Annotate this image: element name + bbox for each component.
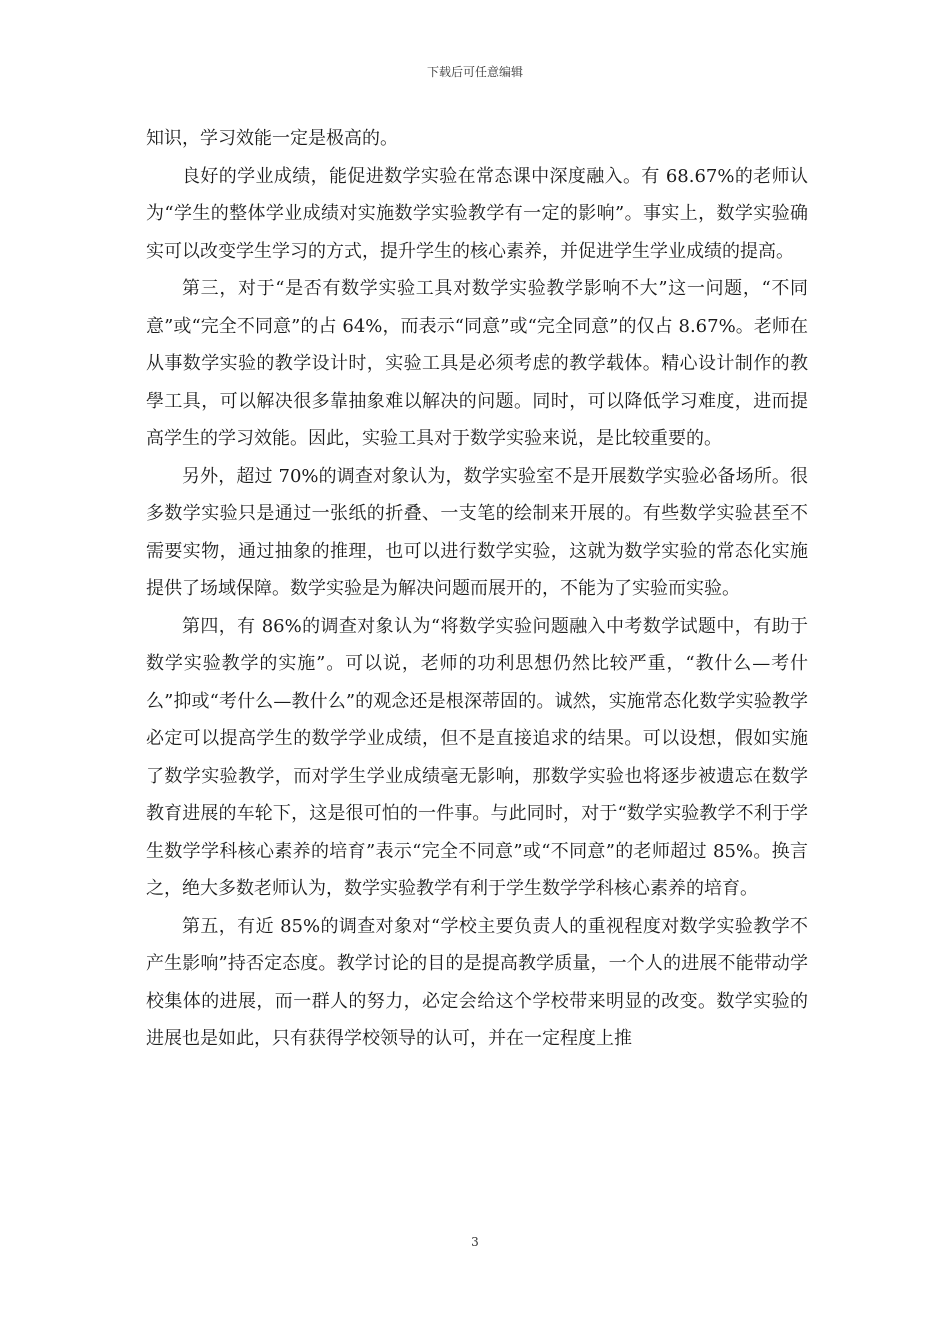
paragraph-continuation: 知识，学习效能一定是极高的。 xyxy=(146,128,398,149)
paragraph-fourth-point: 第四，有 86%的调查对象认为“将数学实验问题融入中考数学试题中，有助于数学实验教学的实施”。可以说，老师的功利思想仍然比较严重，“教什么—考什么”抑或“考什么—教什么”的观念还是根深蒂固的。诚然，实施常态化数学实验教学必定可以提高学生的数学学业成绩，但不是直接追求的结果。可以设想，假如实施了数学实验教学，而对学生学业成绩毫无影响，那数学实验也将逐步被遗忘在数学教育进展的车轮下，这是很可怕的一件事。与此同时，对于“数学实验教学不利于学生数学学科核心素养的培育”表示“完全不同意”或“不同意”的老师超过 85%。换言之，绝大多数老师认为，数学实验教学有利于学生数学学科核心素养的培育。 xyxy=(146,615,808,899)
page-number: 3 xyxy=(471,1235,479,1249)
paragraph-lab-space: 另外，超过 70%的调查对象认为，数学实验室不是开展数学实验必备场所。很多数学实验只是通过一张纸的折叠、一支笔的绘制来开展的。有些数学实验甚至不需要实物，通过抽象的推理，也可以进行数学实验，这就为数学实验的常态化实施提供了场域保障。数学实验是为解决问题而展开的，不能为了实验而实验。 xyxy=(146,465,808,599)
document-body xyxy=(146,120,808,1058)
paragraph-fifth-point: 第五，有近 85%的调查对象对“学校主要负责人的重视程度对数学实验教学不产生影响”持否定态度。教学讨论的目的是提高教学质量，一个人的进展不能带动学校集体的进展，而一群人的努力，必定会给这个学校带来明显的改变。数学实验的进展也是如此，只有获得学校领导的认可，并在一定程度上推 xyxy=(146,915,808,1049)
page-header: 下载后可任意编辑 xyxy=(426,65,523,79)
paragraph-academic-performance: 良好的学业成绩，能促进数学实验在常态课中深度融入。有 68.67%的老师认为“学生的整体学业成绩对实施数学实验教学有一定的影响”。事实上，数学实验确实可以改变学生学习的方式，提升学生的核心素养，并促进学生学业成绩的提高。 xyxy=(146,165,808,262)
paragraph-third-point: 第三，对于“是否有数学实验工具对数学实验教学影响不大”这一问题，“不同意”或“完全不同意”的占 64%，而表示“同意”或“完全同意”的仅占 8.67%。老师在从事数学实验的教学设计时，实验工具是必须考虑的教学载体。精心设计制作的教學工具，可以解决很多靠抽象难以解决的问题。同时，可以降低学习难度，进而提高学生的学习效能。因此，实验工具对于数学实验来说，是比较重要的。 xyxy=(146,278,808,449)
